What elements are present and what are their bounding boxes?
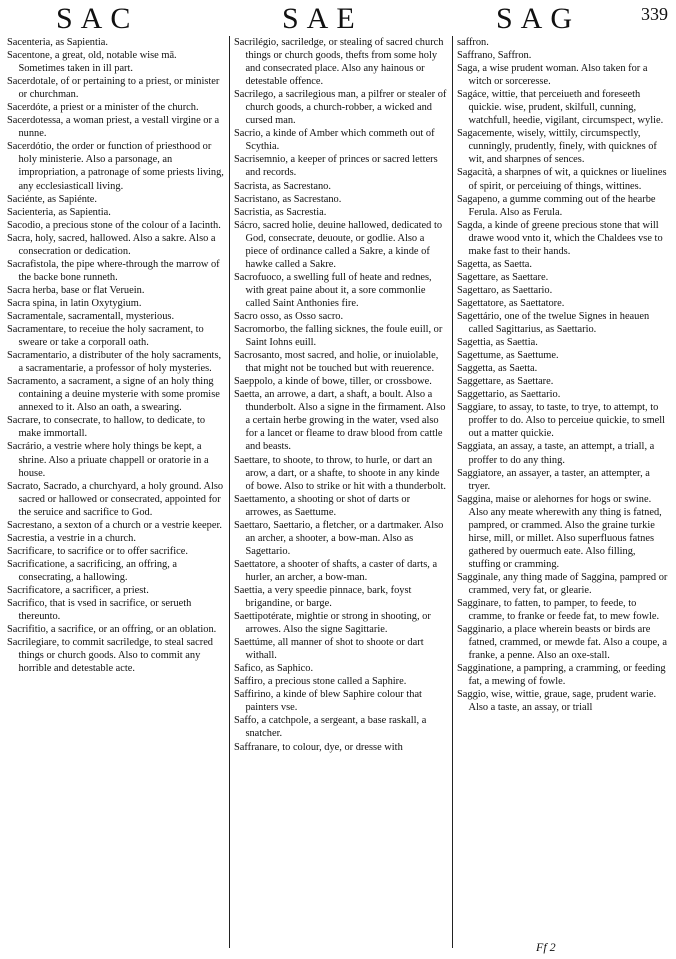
dictionary-entry: Saeppolo, a kinde of bowe, tiller, or crossbowe. [234, 376, 432, 388]
dictionary-entry: saffron. [457, 37, 489, 48]
dictionary-entry: Sacrificatione, a sacrificing, an offring, a consecrating, a hallowing. [7, 558, 178, 583]
dictionary-entry: Sagetta, as Saetta. [457, 258, 533, 270]
dictionary-entry: Sagapeno, a gumme comming out of the hearbe Ferula. Also as Ferula. [457, 193, 656, 218]
dictionary-entry: Sacramentare, to receiue the holy sacrament, to sweare or take a corporall oath. [7, 324, 204, 349]
dictionary-entry: Sacra herba, base or flat Veruein. [7, 284, 145, 296]
dictionary-entry: Saggiare, to assay, to taste, to trye, to attempt, to proffer to do. Also to perceiue quickie, to smell out a matter quickie. [457, 402, 666, 440]
dictionary-entry: Saggio, wise, wittie, graue, sage, prudent warie. Also a taste, an assay, or triall [457, 689, 657, 714]
dictionary-entry: Sagginario, a place wherein beasts or birds are fatned, crammed, or mewde fat. Also a coupe, a franke, a penne. Also an oxe-stall. [457, 624, 667, 662]
dictionary-entry: Sacrificatore, a sacrificer, a priest. [7, 584, 149, 596]
dictionary-entry: Sagettia, as Saettia. [457, 337, 538, 349]
dictionary-entry: Sagginare, to fatten, to pamper, to feede, to cramme, to franke or feede fat, to mew fowle. [457, 598, 660, 623]
dictionary-entry: Saetta, an arrowe, a dart, a shaft, a boult. Also a thunderbolt. Also a signe in the firmament. Also a certain herbe growing in the water, vsed also for a lancet or fleame to draw blood from cattle and beasts. [234, 389, 446, 453]
dictionary-entry: Sacramento, a sacrament, a signe of an holy thing containing a deuine mysterie with some promise annexed to it. Also an oath, a swearing. [7, 376, 220, 414]
dictionary-entry: Sacrista, as Sacrestano. [234, 180, 331, 192]
dictionary-entry: Saffranare, to colour, dye, or dresse with [234, 741, 403, 753]
dictionary-entry: Sagettume, as Saettume. [457, 350, 559, 362]
page-number: 339 [641, 4, 668, 24]
dictionary-entry: Sacrofuoco, a swelling full of heate and rednes, with great paine about it, a sore commonlie called Saint Anthonies fire. [234, 271, 432, 309]
dictionary-entry: Sagettaro, as Saettario. [457, 284, 553, 296]
dictionary-entry: Sacrafistola, the pipe where-through the marrow of the backe bone runneth. [7, 258, 220, 283]
dictionary-entry: Sagginale, any thing made of Saggina, pampred or crammed, very fat, or glearie. [457, 571, 668, 596]
dictionary-entry: Saffrano, Saffron. [457, 50, 532, 62]
dictionary-entry: Saettaro, Saettario, a fletcher, or a dartmaker. Also an archer, a shooter, a bow-man. Also as Sagettario. [234, 519, 444, 557]
dictionary-entry: Sacerdóte, a priest or a minister of the church. [7, 102, 199, 114]
dictionary-entry: Sacra spina, in latin Oxytygium. [7, 297, 142, 309]
dictionary-entry: Sacrilegiare, to commit sacriledge, to steal sacred things or church goods. Also to commit any horrible and detestable acte. [7, 637, 213, 675]
dictionary-entry: Saffo, a catchpole, a sergeant, a base raskall, a snatcher. [234, 715, 427, 740]
dictionary-entry: Safico, as Saphico. [234, 663, 314, 675]
dictionary-entry: Sacrato, Sacrado, a churchyard, a holy ground. Also sacred or hallowed or consecrated, appointed for the seruice and sacrifice to God. [7, 480, 224, 518]
dictionary-entry: Sacodio, a precious stone of the colour of a Iacinth. [7, 219, 221, 231]
dictionary-entry: Sacrifico, that is vsed in sacrifice, or serueth thereunto. [7, 598, 192, 623]
dictionary-entry: Sacrifitio, a sacrifice, or an offring, or an oblation. [7, 624, 217, 636]
dictionary-column-2 [234, 36, 448, 941]
dictionary-entry: Sacro osso, as Osso sacro. [234, 310, 344, 322]
dictionary-entry: Saettia, a very speedie pinnace, bark, foyst brigandine, or barge. [234, 584, 412, 610]
dictionary-entry: Sagáce, wittie, that perceiueth and foreseeth quickie. wise, prudent, skilfull, cunning, watchfull, heedie, vigilant, circumspect, wylie. [457, 89, 664, 127]
headword-center: SAE [282, 2, 363, 35]
dictionary-entry: Sagettatore, as Saettatore. [457, 297, 565, 309]
dictionary-entry: Sacramentale, sacramentall, mysterious. [7, 310, 175, 322]
dictionary-entry: Saggettare, as Saettare. [457, 376, 554, 388]
dictionary-entry: Saettare, to shoote, to throw, to hurle, or dart an arow, a dart, or a shafte, to shoote in any kinde of bowe. Also to strike or hit with a thunderbolt. [234, 454, 447, 492]
dictionary-entry: Sacromorbo, the falling sicknes, the foule euill, or Saint Iohns euill. [234, 324, 443, 349]
dictionary-entry: Saggiatore, an assayer, a taster, an attempter, a tryer. [457, 467, 650, 492]
dictionary-entry: Sacienteria, as Sapientia. [7, 206, 111, 218]
dictionary-entry: Sacrosanto, most sacred, and holie, or inuiolable, that might not be touched but with reuerence. [234, 350, 439, 375]
dictionary-entry: Sacentone, a great, old, notable wise mā. Sometimes taken in ill part. [7, 50, 177, 75]
dictionary-entry: Saggiata, an assay, a taste, an attempt, a triall, a proffer to do any thing. [457, 441, 655, 466]
dictionary-entry: Saggina, maise or alehornes for hogs or swine. Also any meate wherewith any thing is fatned, pampred, or crammed. Also the graine turkie hirse, mill, or millet. Also superfluous fatnes gathered by ouermuch eate. Also filling, stuffing or cramming. [457, 493, 662, 570]
dictionary-entry: Sagettare, as Saettare. [457, 271, 549, 283]
dictionary-entry: Sagettário, one of the twelue Signes in heauen called Sagittarius, as Saettario. [457, 310, 650, 336]
dictionary-entry: Saffiro, a precious stone called a Saphire. [234, 676, 407, 688]
running-header [0, 0, 676, 36]
dictionary-entry: Sagda, a kinde of greene precious stone that will drawe wood vnto it, which the Chaldees vse to make fast to their hands. [457, 219, 663, 257]
column-rule-1 [229, 36, 230, 948]
dictionary-entry: Sacristia, as Sacrestia. [234, 206, 327, 218]
dictionary-entry: Sagacità, a sharpnes of wit, a quicknes or liuelines of spirit, or perceiuing of things, wittines. [457, 167, 667, 192]
dictionary-entry: Saettatore, a shooter of shafts, a caster of darts, a hurler, an archer, a bow-man. [234, 558, 438, 583]
dictionary-entry: Sacrisemnio, a keeper of princes or sacred letters and records. [234, 154, 438, 179]
dictionary-entry: Saga, a wise prudent woman. Also taken for a witch or sorceresse. [457, 63, 648, 88]
dictionary-entry: Sacerdotessa, a woman priest, a vestall virgine or a nunne. [7, 115, 220, 140]
column-rule-2 [452, 36, 453, 948]
dictionary-entry: Sacrilégio, sacriledge, or stealing of sacred church things or church goods, thefts from some holy and consecrated place. Also any hainous or detestable offence. [234, 37, 444, 88]
dictionary-entry: Sacrário, a vestrie where holy things be kept, a shrine. Also a priuate chappell or oratorie in a house. [7, 441, 209, 479]
dictionary-entry: Sacrio, a kinde of Amber which commeth out of Scythia. [234, 128, 435, 153]
dictionary-entry: Sacerdótio, the order or function of priesthood or holy ministerie. Also a parsonage, an impropriation, a patronage of some priests living, any ecclesiasticall living. [7, 141, 224, 192]
dictionary-entry: Saggetta, as Saetta. [457, 363, 538, 375]
dictionary-column-1 [7, 36, 225, 941]
dictionary-entry: Saettipotérate, mightie or strong in shooting, or arrowes. Also the signe Sagittarie. [234, 611, 431, 636]
dictionary-entry: Sacrilego, a sacrilegious man, a pilfrer or stealer of church goods, a church-robber, a wicked and cursed man. [234, 89, 447, 127]
dictionary-entry: Saggettario, as Saettario. [457, 389, 561, 401]
dictionary-entry: Sacenteria, as Sapientia. [7, 37, 108, 48]
dictionary-entry: Sacristano, as Sacrestano. [234, 193, 342, 205]
dictionary-entry: Saettamento, a shooting or shot of darts or arrowes, as Saettume. [234, 493, 411, 518]
dictionary-entry: Sacrestia, a vestrie in a church. [7, 532, 136, 544]
signature-mark: Ff 2 [536, 940, 556, 954]
dictionary-entry: Sacramentario, a distributer of the holy sacraments, a sacramentarie, a professor of holy mysteries. [7, 350, 222, 375]
headword-left: SAC [56, 2, 139, 35]
dictionary-entry: Sagginatione, a pampring, a cramming, or feeding fat, a mewing of fowle. [457, 663, 666, 688]
dictionary-entry: Saffirino, a kinde of blew Saphire colour that painters vse. [234, 689, 422, 714]
headword-right: SAG [496, 2, 581, 35]
dictionary-entry: Sacrestano, a sexton of a church or a vestrie keeper. [7, 519, 222, 531]
dictionary-entry: Sacrificare, to sacrifice or to offer sacrifice. [7, 545, 188, 557]
dictionary-entry: Sagacemente, wisely, wittily, circumspectly, cunningly, prudently, finely, with quicknes of wit, and sharpnes of sences. [457, 128, 657, 166]
dictionary-entry: Saettúme, all manner of shot to shoote or dart withall. [234, 637, 424, 662]
dictionary-entry: Sacra, holy, sacred, hallowed. Also a sakre. Also a consecration or dedication. [7, 232, 216, 257]
dictionary-column-3 [457, 36, 670, 941]
dictionary-entry: Sacrare, to consecrate, to hallow, to dedicate, to make immortall. [7, 415, 206, 440]
dictionary-entry: Sacerdotale, of or pertaining to a priest, or minister or churchman. [7, 76, 220, 101]
dictionary-entry: Saciénte, as Sapiénte. [7, 193, 98, 205]
dictionary-entry: Sácro, sacred holie, deuine hallowed, dedicated to God, consecrate, deuoute, or godlie. Also a piece of ordinance called a Sakre, a kinde of hawke called a Sakre. [234, 219, 443, 270]
